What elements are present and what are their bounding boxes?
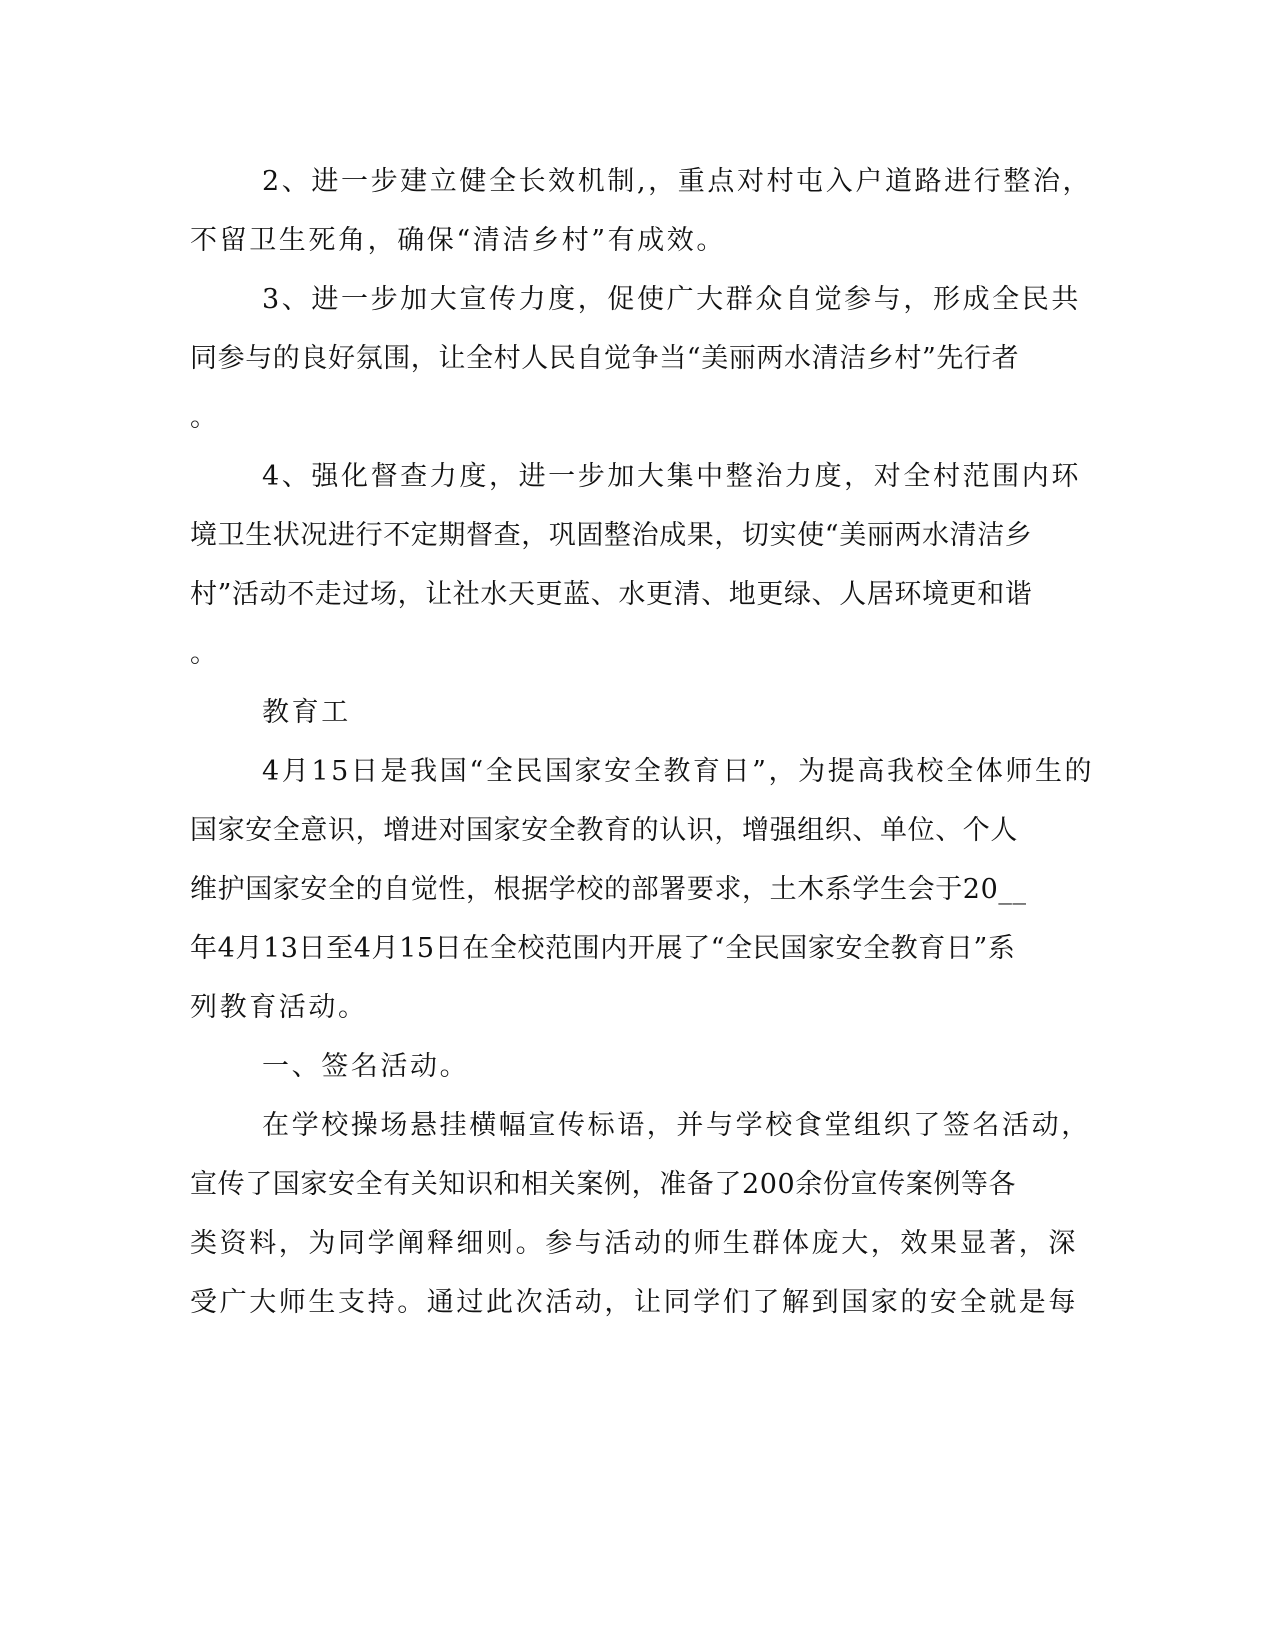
section-heading-education: 教育工 xyxy=(262,697,351,728)
paragraph-intro-line-5: 列教育活动。 xyxy=(190,992,368,1023)
paragraph-intro-line-4: 年4月13日至4月15日在全校范围内开展了“全民国家安全教育日”系 xyxy=(190,933,1016,964)
paragraph-4-line-2: 境卫生状况进行不定期督查，巩固整治成果，切实使“美丽两水清洁乡 xyxy=(190,520,1033,551)
paragraph-3-line-2: 同参与的良好氛围，让全村人民自觉争当“美丽两水清洁乡村”先行者 xyxy=(190,343,1020,374)
section-heading-signature: 一、签名活动。 xyxy=(262,1051,470,1082)
paragraph-2-line-1: 2、进一步建立健全长效机制,，重点对村屯入户道路进行整治， xyxy=(262,166,1093,197)
paragraph-signature-line-1: 在学校操场悬挂横幅宣传标语，并与学校食堂组织了签名活动， xyxy=(262,1110,1091,1141)
paragraph-3-line-3: 。 xyxy=(190,402,220,433)
paragraph-intro-line-3: 维护国家安全的自觉性，根据学校的部署要求，土木系学生会于20__ xyxy=(190,874,1027,905)
paragraph-signature-line-3: 类资料，为同学阐释细则。参与活动的师生群体庞大，效果显著，深 xyxy=(190,1228,1078,1259)
paragraph-3-line-1: 3、进一步加大宣传力度，促使广大群众自觉参与，形成全民共 xyxy=(262,284,1081,315)
paragraph-intro-line-1: 4月15日是我国“全民国家安全教育日”，为提高我校全体师生的 xyxy=(262,756,1095,787)
paragraph-2-line-2: 不留卫生死角，确保“清洁乡村”有成效。 xyxy=(190,225,727,256)
paragraph-4-line-4: 。 xyxy=(190,638,220,669)
paragraph-signature-line-2: 宣传了国家安全有关知识和相关案例，准备了200余份宣传案例等各 xyxy=(190,1169,1017,1200)
paragraph-4-line-3: 村”活动不走过场，让社水天更蓝、水更清、地更绿、人居环境更和谐 xyxy=(190,579,1033,610)
paragraph-signature-line-4: 受广大师生支持。通过此次活动，让同学们了解到国家的安全就是每 xyxy=(190,1287,1078,1318)
paragraph-4-line-1: 4、强化督查力度，进一步加大集中整治力度，对全村范围内环 xyxy=(262,461,1081,492)
paragraph-intro-line-2: 国家安全意识，增进对国家安全教育的认识，增强组织、单位、个人 xyxy=(190,815,1018,846)
